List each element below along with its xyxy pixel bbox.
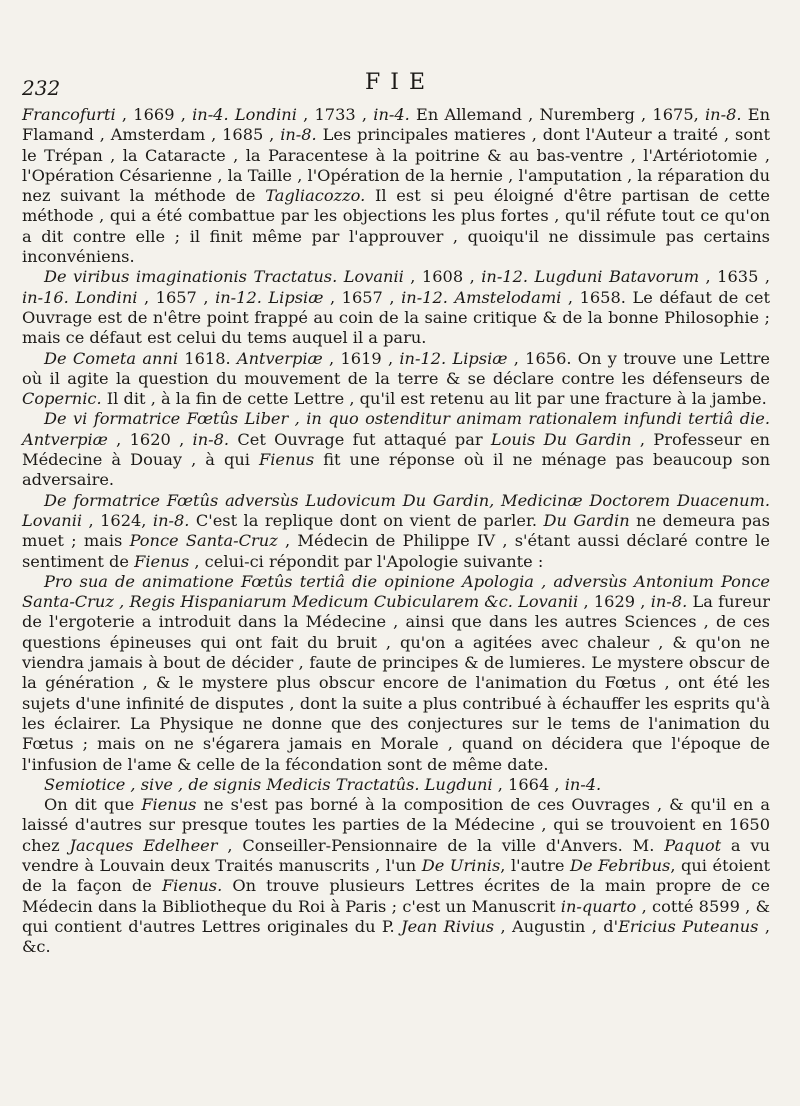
text-segment: , 1669 , bbox=[115, 105, 193, 124]
text-segment: En Flamand , Amsterdam , 1685 , bbox=[22, 105, 770, 145]
italic-segment: Tagliacozzo. bbox=[265, 186, 366, 206]
text-segment: , 1657 , bbox=[137, 287, 216, 307]
italic-segment: Pro sua de animatione Fœtûs tertiâ die opinione Apologia , adversùs Antonium Ponce Santa-Cruz , Regis Hispaniarum Medicum Cubicularem &c. Lovanii bbox=[22, 571, 770, 612]
italic-segment: in-16. Londini bbox=[22, 287, 138, 307]
italic-segment: Fienus bbox=[134, 551, 190, 571]
text-segment: ne demeura pas muet ; mais bbox=[22, 510, 770, 551]
italic-segment: De Febribus bbox=[569, 855, 671, 875]
paragraph-p7 bbox=[22, 775, 770, 795]
text-segment: ne s'est pas borné à la composition de ces Ouvrages , & qu'il en a laissé d'autres sur presque toutes les parties de la Médecine , qui se trouvoient en 1650 chez bbox=[22, 795, 771, 855]
text-segment: , 1620 , bbox=[107, 429, 193, 449]
text-segment: , qui étoient de la façon de bbox=[22, 855, 771, 896]
body-text bbox=[22, 105, 770, 957]
italic-segment: De Urinis bbox=[421, 855, 501, 875]
text-segment: La fureur de l'ergoterie a introduit dans la Médecine , ainsi que dans les autres Sciences , de ces questions épineuses qui ont fait du bruit , qu'on a agitées avec chaleur , & qu'on ne viendra jamais à bout de décider , faute de principes & de lumieres. Le mystere obscur de la génération , & le mystere plus obscur encore de l'animation du Fœtus , ont été les sujets d'une infinité de disputes , dont la suite a plus contribué à échauffer les esprits qu'à les éclairer. La Physique ne donne que des conjectures sur le tems de l'animation du Fœtus ; mais on ne s'égarera jamais en Morale , quand on décidera que l'époque de l'infusion de l'ame & celle de la fécondation sont de même date. bbox=[22, 592, 771, 774]
text-segment: , 1624, bbox=[82, 510, 153, 530]
text-segment: , 1658. Le défaut de cet Ouvrage est de n'être point frappé au coin de la saine critique & de la bonne Philosophie ; mais ce défaut est celui du tems auquel il a paru. bbox=[22, 287, 771, 348]
paragraph-p3 bbox=[22, 349, 770, 410]
text-segment: En Allemand , Nuremberg , 1675, bbox=[409, 105, 705, 124]
paragraph-p2 bbox=[22, 267, 770, 348]
italic-segment: in-8. bbox=[152, 510, 190, 530]
text-segment: , l'autre bbox=[500, 855, 570, 875]
text-segment: , 1619 , bbox=[322, 348, 400, 368]
italic-segment: Paquot bbox=[664, 835, 722, 855]
italic-segment: Francofurti bbox=[22, 105, 116, 124]
italic-segment: in-8. bbox=[705, 105, 742, 124]
italic-segment: Fienus bbox=[259, 450, 315, 470]
italic-segment: Jean Rivius bbox=[401, 916, 495, 936]
italic-segment: in-4. Londini bbox=[192, 105, 297, 124]
italic-segment: Ericius Puteanus bbox=[618, 916, 759, 936]
paragraph-p1 bbox=[22, 105, 770, 267]
paragraph-p5 bbox=[22, 491, 770, 572]
italic-segment: in-8. bbox=[650, 592, 688, 612]
paragraph-p4 bbox=[22, 409, 770, 490]
text-segment: , Augustin , d' bbox=[494, 916, 619, 936]
italic-segment: De vi formatrice Fœtûs Liber , in quo ostenditur animam rationalem infundi tertiâ die. Antverpiæ bbox=[22, 409, 770, 449]
running-head: FIE bbox=[364, 70, 435, 95]
italic-segment: in-4. bbox=[564, 774, 602, 794]
italic-segment: De Cometa anni bbox=[44, 348, 179, 368]
italic-segment: Jacques Edelheer bbox=[69, 835, 218, 855]
text-segment: Il est si peu éloigné d'être partisan de cette méthode , qui a été combattue par les objections les plus fortes , qu'il réfute tout ce qu'on a dit contre elle ; il finit même par l'approuver , quoiqu'il ne dissimule pas certains inconvéniens. bbox=[22, 186, 770, 267]
italic-segment: Ponce Santa-Cruz bbox=[129, 531, 278, 551]
italic-segment: in-8. bbox=[192, 429, 230, 449]
text-segment: Cet Ouvrage fut attaqué par bbox=[229, 429, 491, 449]
text-segment: C'est la replique dont on vient de parler. bbox=[189, 510, 544, 530]
paragraph-p8 bbox=[22, 795, 770, 957]
text-segment: , celui-ci répondit par l'Apologie suivante : bbox=[189, 551, 544, 571]
text-segment: , Professeur en Médecine à Douay , à qui bbox=[22, 429, 770, 470]
italic-segment: in-12. Amstelodami bbox=[401, 287, 562, 307]
text-segment: , Conseiller-Pensionnaire de la ville d'Anvers. M. bbox=[217, 835, 665, 855]
italic-segment: Copernic. bbox=[22, 389, 102, 409]
italic-segment: in-4. bbox=[373, 105, 410, 124]
text-segment: , 1657 , bbox=[323, 287, 402, 307]
text-segment: a vu vendre à Louvain deux Traités manuscrits , l'un bbox=[22, 835, 771, 875]
italic-segment: Fienus bbox=[141, 795, 197, 815]
italic-segment: Fienus. bbox=[161, 876, 223, 896]
text-segment: , cotté 8599 , & qui contient d'autres Lettres originales du P. bbox=[22, 896, 770, 936]
text-segment: , &c. bbox=[22, 916, 770, 957]
italic-segment: in-12. Lipsiæ bbox=[215, 287, 324, 307]
italic-segment: in-quarto bbox=[560, 896, 637, 916]
italic-segment: Louis Du Gardin bbox=[490, 429, 632, 449]
text-segment: , 1656. On y trouve une Lettre où il agite la question du mouvement de la terre & se déclare contre les défenseurs de bbox=[22, 348, 770, 388]
italic-segment: Semiotice , sive , de signis Medicis Tractatûs. Lugduni bbox=[44, 774, 493, 794]
italic-segment: De viribus imaginationis Tractatus. Lovanii bbox=[44, 267, 404, 287]
italic-segment: De formatrice Fœtûs adversùs Ludovicum Du Gardin, Medicinæ Doctorem Duacenum. Lovanii bbox=[22, 490, 770, 530]
text-segment: , 1608 , bbox=[403, 267, 482, 287]
text-segment: fit une réponse où il ne ménage pas beaucoup son adversaire. bbox=[22, 450, 770, 490]
text-segment: , 1664 , bbox=[492, 774, 565, 794]
text-segment: , Médecin de Philippe IV , s'étant aussi déclaré contre le sentiment de bbox=[22, 531, 770, 571]
text-segment: 1618. bbox=[178, 348, 237, 368]
italic-segment: in-12. Lugduni Batavorum bbox=[481, 267, 700, 287]
text-segment: , 1733 , bbox=[296, 105, 374, 124]
italic-segment: Du Gardin bbox=[543, 510, 630, 530]
italic-segment: in-8. bbox=[280, 125, 317, 145]
italic-segment: Antverpiæ bbox=[236, 348, 323, 368]
text-segment: Les principales matieres , dont l'Auteur a traité , sont le Trépan , la Cataracte , la Paracentese à la poitrine & au bas-ventre , l'Artériotomie , l'Opération Césarienne , la Taille , l'Opération de la hernie , l'amputation , la réparation du nez suivant la méthode de bbox=[22, 125, 770, 206]
text-segment: On dit que bbox=[44, 795, 142, 815]
text-segment: , 1635 , bbox=[699, 267, 770, 287]
text-segment: On trouve plusieurs Lettres écrites de la main propre de ce Médecin dans la Bibliotheque du Roi à Paris ; c'est un Manuscrit bbox=[22, 876, 770, 916]
text-segment: Il dit , à la fin de cette Lettre , qu'il est retenu au lit par une fracture à la jambe. bbox=[101, 389, 767, 409]
text-segment: , 1629 , bbox=[578, 592, 651, 612]
paragraph-p6 bbox=[22, 572, 770, 775]
italic-segment: in-12. Lipsiæ bbox=[399, 348, 508, 368]
page-number: 232 bbox=[22, 76, 61, 100]
